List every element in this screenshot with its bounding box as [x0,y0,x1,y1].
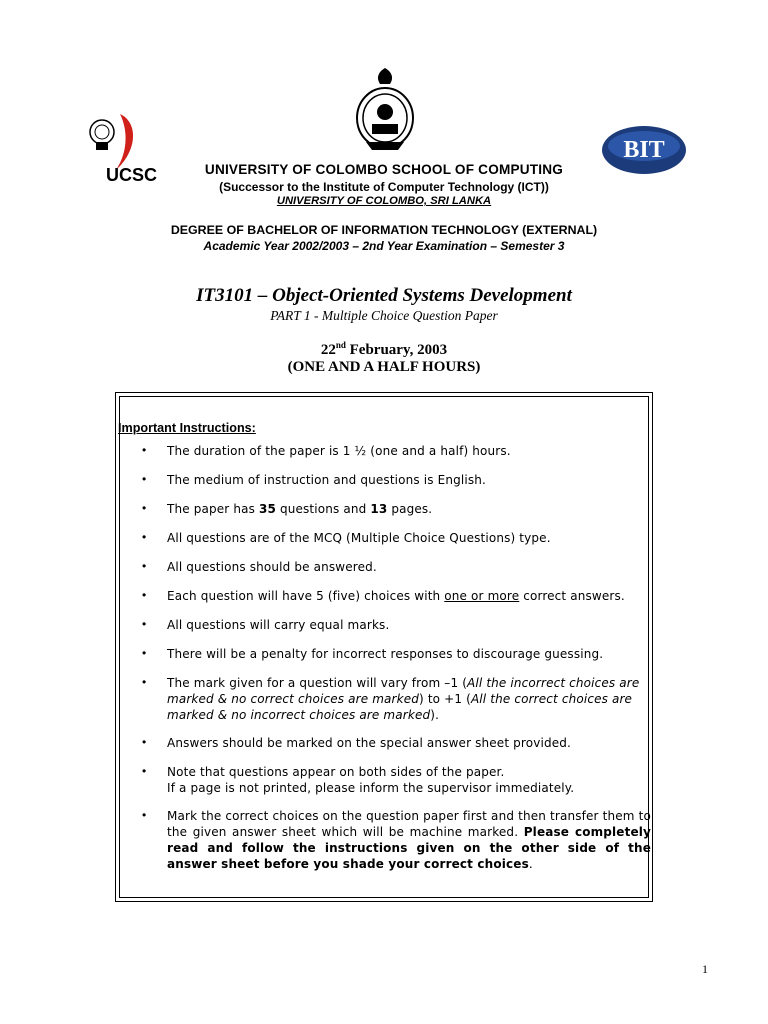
university-name: UNIVERSITY OF COLOMBO SCHOOL OF COMPUTING [204,162,564,177]
bullet-icon: • [142,501,147,515]
bullet-icon: • [142,559,147,573]
bullet-icon: • [142,472,147,486]
bullet-icon: • [142,646,147,660]
instruction-mark-range: The mark given for a question will vary from –1 (All the incorrect choices are marked & no correct choices are marked) to +1 (All the correct choices are marked & no incorrect choices are marked). [167,676,640,722]
page-number: 1 [702,962,708,976]
university-crest [352,66,418,152]
university-of-colombo: UNIVERSITY OF COLOMBO, SRI LANKA [276,195,492,207]
bullet-icon: • [142,675,147,689]
degree-title: DEGREE OF BACHELOR OF INFORMATION TECHNOLOGY (EXTERNAL) [170,223,598,237]
exam-date: 22nd February, 2003 [320,340,448,358]
successor-line: (Successor to the Institute of Computer Technology (ICT)) [219,180,549,194]
ucsc-logo-text: UCSC [106,165,158,185]
instruction-mcq-type: All questions are of the MCQ (Multiple Choice Questions) type. [167,531,551,545]
bullet-icon: • [142,443,147,457]
instruction-answer-sheet: Answers should be marked on the special answer sheet provided. [167,736,572,750]
instruction-page-count: The paper has 35 questions and 13 pages. [167,502,433,516]
instruction-choices: Each question will have 5 (five) choices with one or more correct answers. [167,589,625,603]
instructions-title: Important Instructions: [118,421,256,435]
bullet-icon: • [142,808,147,822]
bit-logo-text: BIT [623,137,665,163]
instruction-medium: The medium of instruction and questions is English. [167,473,486,487]
instruction-transfer-choices: Mark the correct choices on the question paper first and then transfer them to the given answer sheet which will be machine marked. Please completely read and follow the instructions given on the other side of the answer sheet before you shade your correct choices. [167,809,651,871]
bullet-icon: • [142,735,147,749]
bullet-icon: • [142,588,147,602]
instruction-equal-marks: All questions will carry equal marks. [167,618,390,632]
instruction-penalty: There will be a penalty for incorrect responses to discourage guessing. [167,647,604,661]
instruction-answer-all: All questions should be answered. [167,560,377,574]
instruction-both-sides: Note that questions appear on both sides of the paper. If a page is not printed, please inform the supervisor immediately. [167,765,575,795]
bullet-icon: • [142,530,147,544]
course-title: IT3101 – Object-Oriented Systems Development [196,285,572,306]
paper-part: PART 1 - Multiple Choice Question Paper [270,308,498,323]
instruction-duration: The duration of the paper is 1 ½ (one and a half) hours. [167,444,511,458]
academic-year: Academic Year 2002/2003 – 2nd Year Examination – Semester 3 [203,239,565,253]
bullet-icon: • [142,764,147,778]
exam-duration: (ONE AND A HALF HOURS) [287,359,481,375]
bullet-icon: • [142,617,147,631]
